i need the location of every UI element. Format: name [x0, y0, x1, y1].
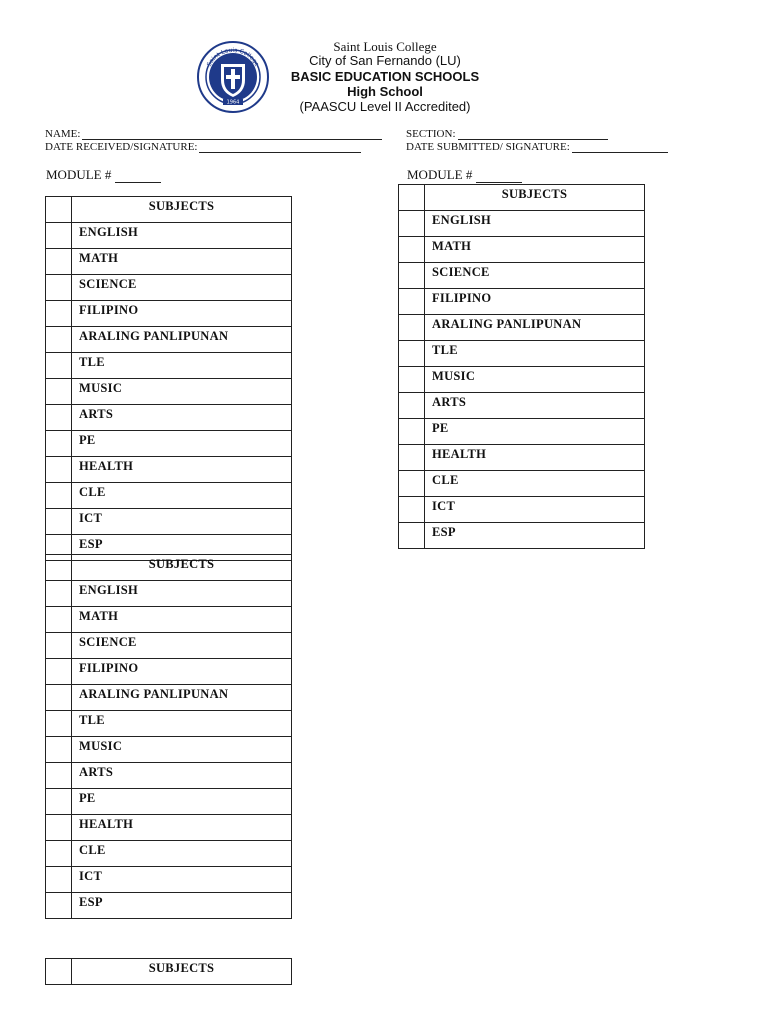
table-row: [399, 445, 645, 471]
subject-cell: MUSIC: [72, 737, 292, 763]
subject-cell: PE: [72, 789, 292, 815]
check-cell[interactable]: [46, 815, 72, 841]
check-cell[interactable]: [399, 393, 425, 419]
name-label: NAME:: [45, 128, 81, 140]
table-header-row: [46, 959, 292, 985]
date-submitted-line[interactable]: [572, 142, 668, 153]
check-cell[interactable]: [46, 711, 72, 737]
table-row: [46, 223, 292, 249]
svg-text:1964: 1964: [226, 99, 240, 106]
check-cell[interactable]: [46, 959, 72, 985]
subject-cell: ARTS: [72, 763, 292, 789]
subject-cell: MUSIC: [72, 379, 292, 405]
table-row: [46, 893, 292, 919]
date-received-field[interactable]: [45, 141, 361, 153]
check-cell[interactable]: [46, 197, 72, 223]
date-received-line[interactable]: [199, 142, 361, 153]
subjects-header: SUBJECTS: [72, 555, 292, 581]
table-row: [46, 867, 292, 893]
subject-cell: MATH: [72, 607, 292, 633]
check-cell[interactable]: [399, 367, 425, 393]
subject-cell: SCIENCE: [425, 263, 645, 289]
check-cell[interactable]: [46, 353, 72, 379]
check-cell[interactable]: [399, 185, 425, 211]
accreditation-note: (PAASCU Level II Accredited): [299, 99, 471, 114]
subject-cell: TLE: [72, 353, 292, 379]
table-row: [46, 763, 292, 789]
check-cell[interactable]: [399, 315, 425, 341]
check-cell[interactable]: [46, 509, 72, 535]
subject-cell: PE: [425, 419, 645, 445]
check-cell[interactable]: [46, 431, 72, 457]
subject-cell: ARALING PANLIPUNAN: [72, 327, 292, 353]
subjects-header: SUBJECTS: [72, 959, 292, 985]
check-cell[interactable]: [46, 685, 72, 711]
subject-cell: ESP: [72, 535, 292, 561]
table-row: [46, 327, 292, 353]
check-cell[interactable]: [46, 867, 72, 893]
table-row: [399, 237, 645, 263]
school-level: High School: [347, 84, 423, 99]
subject-cell: FILIPINO: [72, 301, 292, 327]
check-cell[interactable]: [46, 301, 72, 327]
table-row: [46, 841, 292, 867]
subjects-checklist-table: [398, 184, 645, 549]
table-row: [399, 419, 645, 445]
table-row: [46, 275, 292, 301]
table-row: [46, 711, 292, 737]
check-cell[interactable]: [46, 483, 72, 509]
check-cell[interactable]: [46, 223, 72, 249]
check-cell[interactable]: [46, 405, 72, 431]
table-row: [46, 815, 292, 841]
svg-text:Saint Louis College: Saint Louis College: [205, 46, 261, 68]
check-cell[interactable]: [399, 523, 425, 549]
document-header: [0, 0, 768, 120]
subject-cell: ICT: [72, 867, 292, 893]
check-cell[interactable]: [46, 275, 72, 301]
subject-cell: MATH: [72, 249, 292, 275]
subject-cell: HEALTH: [72, 457, 292, 483]
check-cell[interactable]: [399, 497, 425, 523]
subject-cell: ENGLISH: [72, 581, 292, 607]
subject-cell: SCIENCE: [72, 275, 292, 301]
check-cell[interactable]: [399, 289, 425, 315]
check-cell[interactable]: [46, 581, 72, 607]
subjects-header: SUBJECTS: [72, 197, 292, 223]
date-received-label: DATE RECEIVED/SIGNATURE:: [45, 141, 198, 153]
subject-cell: CLE: [72, 841, 292, 867]
subjects-header: SUBJECTS: [425, 185, 645, 211]
subject-cell: ESP: [72, 893, 292, 919]
table-row: [399, 211, 645, 237]
subject-cell: ICT: [425, 497, 645, 523]
college-city: City of San Fernando (LU): [309, 53, 461, 68]
check-cell[interactable]: [46, 607, 72, 633]
table-row: [46, 789, 292, 815]
check-cell[interactable]: [399, 445, 425, 471]
subjects-checklist-table: [45, 554, 292, 919]
module-number-line[interactable]: [115, 170, 161, 183]
table-row: [399, 471, 645, 497]
table-row: [46, 483, 292, 509]
subjects-checklist-table: [45, 196, 292, 561]
subject-cell: FILIPINO: [425, 289, 645, 315]
table-row: [46, 301, 292, 327]
subject-cell: HEALTH: [72, 815, 292, 841]
table-row: [399, 393, 645, 419]
table-row: [46, 353, 292, 379]
table-row: [46, 659, 292, 685]
check-cell[interactable]: [46, 841, 72, 867]
subject-cell: MATH: [425, 237, 645, 263]
subject-cell: ESP: [425, 523, 645, 549]
table-row: [46, 633, 292, 659]
check-cell[interactable]: [46, 737, 72, 763]
check-cell[interactable]: [399, 237, 425, 263]
table-row: [399, 315, 645, 341]
table-row: [46, 249, 292, 275]
check-cell[interactable]: [46, 327, 72, 353]
module-number-field-left[interactable]: [46, 167, 161, 183]
table-row: [46, 737, 292, 763]
subject-cell: ARTS: [425, 393, 645, 419]
department-title: BASIC EDUCATION SCHOOLS: [290, 69, 480, 84]
table-row: [399, 341, 645, 367]
table-row: [46, 405, 292, 431]
subject-cell: HEALTH: [425, 445, 645, 471]
check-cell[interactable]: [399, 471, 425, 497]
check-cell[interactable]: [46, 555, 72, 581]
check-cell[interactable]: [46, 249, 72, 275]
check-cell[interactable]: [46, 659, 72, 685]
table-row: [46, 379, 292, 405]
school-seal-icon: [196, 40, 270, 114]
name-line[interactable]: [82, 129, 382, 140]
table-row: [399, 263, 645, 289]
table-row: [46, 431, 292, 457]
table-row: [399, 497, 645, 523]
subjects-checklist-table: [45, 958, 292, 985]
subject-cell: CLE: [72, 483, 292, 509]
subject-cell: ENGLISH: [425, 211, 645, 237]
college-name: Saint Louis College: [333, 39, 437, 54]
table-header-row: [46, 197, 292, 223]
table-row: [399, 289, 645, 315]
table-row: [46, 685, 292, 711]
check-cell[interactable]: [46, 763, 72, 789]
module-label: MODULE #: [46, 167, 112, 182]
check-cell[interactable]: [46, 893, 72, 919]
check-cell[interactable]: [399, 263, 425, 289]
subject-cell: CLE: [425, 471, 645, 497]
module-number-line[interactable]: [476, 170, 522, 183]
table-row: [46, 457, 292, 483]
table-row: [399, 523, 645, 549]
check-cell[interactable]: [46, 379, 72, 405]
check-cell[interactable]: [399, 341, 425, 367]
module-label: MODULE #: [407, 167, 473, 182]
check-cell[interactable]: [399, 419, 425, 445]
subject-cell: SCIENCE: [72, 633, 292, 659]
date-submitted-field[interactable]: [406, 141, 668, 153]
table-row: [399, 367, 645, 393]
table-row: [46, 581, 292, 607]
subject-cell: ICT: [72, 509, 292, 535]
date-submitted-label: DATE SUBMITTED/ SIGNATURE:: [406, 141, 570, 153]
subject-cell: TLE: [72, 711, 292, 737]
check-cell[interactable]: [399, 211, 425, 237]
subject-cell: MUSIC: [425, 367, 645, 393]
table-row: [46, 509, 292, 535]
check-cell[interactable]: [46, 457, 72, 483]
table-row: [46, 607, 292, 633]
table-header-row: [399, 185, 645, 211]
check-cell[interactable]: [46, 633, 72, 659]
section-label: SECTION:: [406, 128, 456, 140]
subject-cell: ENGLISH: [72, 223, 292, 249]
module-number-field-right[interactable]: [407, 167, 522, 183]
section-field[interactable]: [406, 128, 608, 140]
subject-cell: ARTS: [72, 405, 292, 431]
subject-cell: TLE: [425, 341, 645, 367]
subject-cell: ARALING PANLIPUNAN: [72, 685, 292, 711]
subject-cell: FILIPINO: [72, 659, 292, 685]
subject-cell: PE: [72, 431, 292, 457]
section-line[interactable]: [458, 129, 608, 140]
name-field[interactable]: [45, 128, 382, 140]
check-cell[interactable]: [46, 789, 72, 815]
subject-cell: ARALING PANLIPUNAN: [425, 315, 645, 341]
table-header-row: [46, 555, 292, 581]
